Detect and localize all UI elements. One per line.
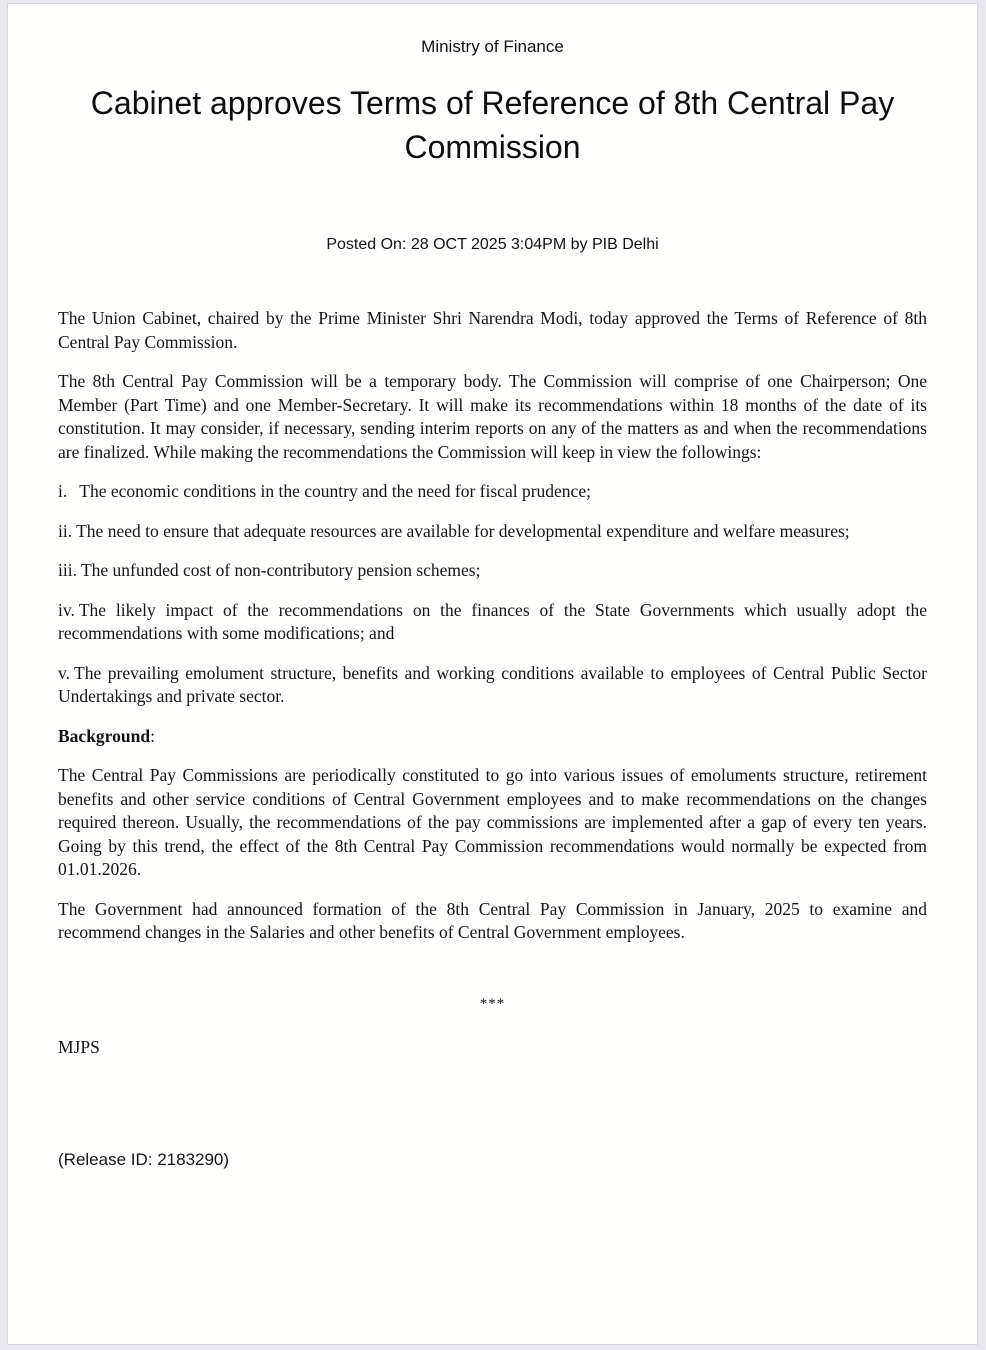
list-item-iii [58,559,927,583]
list-text-v: The prevailing emolument structure, benefits and working conditions available to employees of Central Public Sector Undertakings and private sector. [58,662,927,706]
background-heading-colon: : [150,725,155,746]
list-item-i [58,480,927,504]
body-paragraph-2: The 8th Central Pay Commission will be a temporary body. The Commission will comprise of one Chairperson; One Member (Part Time) and one Member-Secretary. It will make its recommendations within 18 months of the date of its constitution. It may consider, if necessary, sending interim reports on any of the matters as and when the recommendations are finalized. While making the recommendations the Commission will keep in view the followings: [58,371,927,462]
body-paragraph-1: The Union Cabinet, chaired by the Prime Minister Shri Narendra Modi, today approved the Terms of Reference of 8th Central Pay Commission. [58,308,927,352]
background-paragraph-1: The Central Pay Commissions are periodically constituted to go into various issues of emoluments structure, retirement benefits and other service conditions of Central Government employees and to make recommendations on the changes required thereon. Usually, the recommendations of the pay commissions are implemented after a gap of every ten years. Going by this trend, the effect of the 8th Central Pay Commission recommendations would normally be expected from 01.01.2026. [58,765,927,879]
background-heading: Background [58,725,151,746]
list-marker-i: i. [58,481,68,501]
list-item-iv [58,599,927,646]
release-id: (Release ID: 2183290) [58,1149,230,1169]
press-release-body [58,307,927,1171]
list-item-v [58,662,927,709]
list-text-ii: The need to ensure that adequate resources are available for developmental expenditure and welfare measures; [76,520,850,541]
list-marker-ii: ii. [58,520,73,541]
ministry-name: Ministry of Finance [421,37,564,56]
list-text-i: The economic conditions in the country and the need for fiscal prudence; [79,481,591,501]
background-heading-line [58,725,927,749]
list-marker-iv: iv. [58,599,75,620]
posted-on: Posted On: 28 OCT 2025 3:04PM by PIB Delhi [326,236,659,253]
page-title: Cabinet approves Terms of Reference of 8th Central Pay Commission [90,85,895,165]
list-marker-iii: iii. [58,560,77,580]
list-item-ii [58,520,927,544]
list-text-iii: The unfunded cost of non-contributory pension schemes; [80,560,481,580]
list-marker-v: v. [58,662,70,683]
document-page [7,3,978,1345]
background-paragraph-2: The Government had announced formation of the 8th Central Pay Commission in January, 2025 to examine and recommend changes in the Salaries and other benefits of Central Government employees. [58,898,927,942]
signoff-initials: MJPS [58,1037,100,1057]
list-text-iv: The likely impact of the recommendations on the finances of the State Governments which usually adopt the recommendations with some modifications; and [58,599,927,643]
separator-stars: *** [479,995,506,1012]
